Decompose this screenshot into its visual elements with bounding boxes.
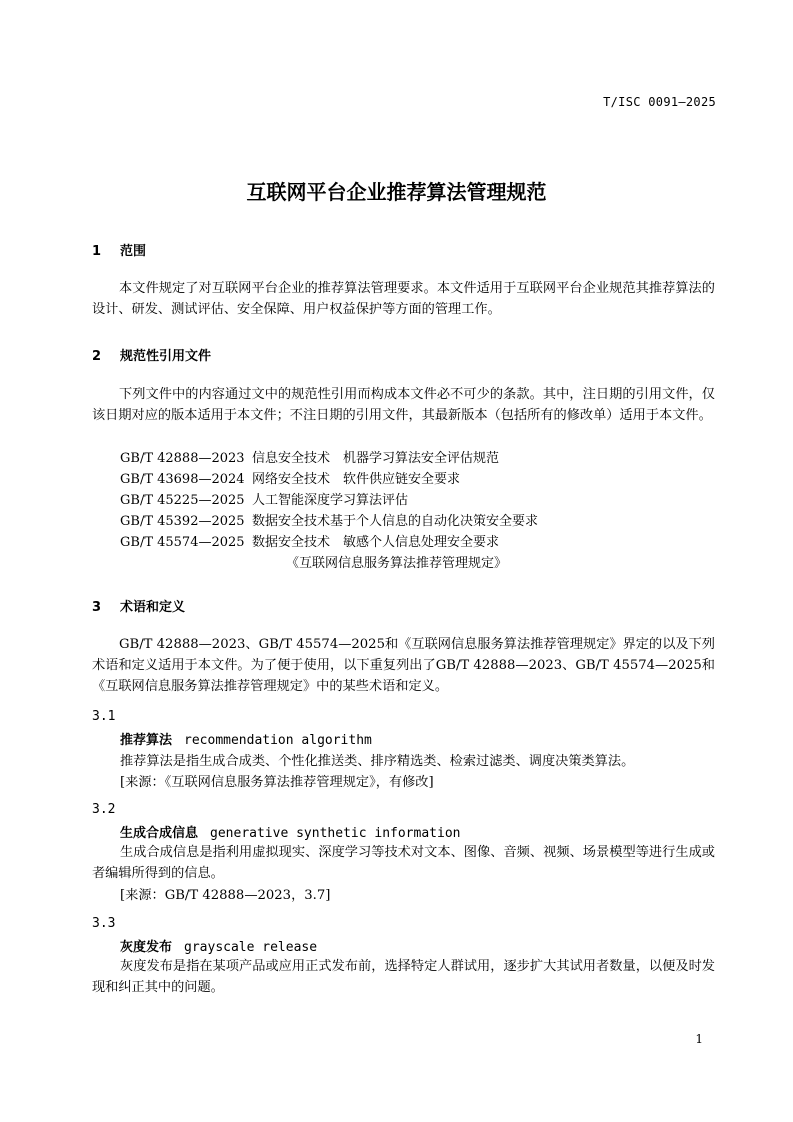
reference-code: GB/T 43698—2024 <box>120 472 245 487</box>
section-title: 范围 <box>120 244 147 259</box>
section-3-text: GB/T 42888—2023、GB/T 45574—2025和《互联网信息服务算法推荐管理规定》界定的以及下列术语和定义适用于本文件。为了便于使用，以下重复列出了GB/T 42888—2023、GB/T 45574—2025和《互联网信息服务算法推荐管理规定》中的某些术语和定义。 <box>92 637 715 694</box>
section-number: 1 <box>92 244 102 259</box>
term-heading <box>120 822 460 841</box>
reference-item <box>120 531 499 550</box>
reference-title: 数据安全技术 敏感个人信息处理安全要求 <box>252 535 500 550</box>
reference-item <box>120 447 499 466</box>
section-number: 2 <box>92 349 102 364</box>
term-chinese: 灰度发布 <box>120 940 173 955</box>
term-heading <box>120 729 372 748</box>
clause-number: 3.3 <box>92 916 116 931</box>
reference-title: 信息安全技术 机器学习算法安全评估规范 <box>252 451 500 466</box>
section-2-text: 下列文件中的内容通过文中的规范性引用而构成本文件必不可少的条款。其中，注日期的引用文件，仅该日期对应的版本适用于本文件；不注日期的引用文件，其最新版本（包括所有的修改单）适用于本文件。 <box>92 387 715 423</box>
page-number: 1 <box>695 1032 703 1046</box>
reference-code: GB/T 42888—2023 <box>120 451 245 466</box>
document-title: 互联网平台企业推荐算法管理规范 <box>246 180 547 204</box>
clause-number: 3.2 <box>92 802 116 817</box>
section-3-heading <box>92 596 185 615</box>
standard-number: T/ISC 0091—2025 <box>603 95 716 109</box>
term-source: [来源：《互联网信息服务算法推荐管理规定》，有修改] <box>120 775 434 790</box>
section-number: 3 <box>92 600 102 615</box>
reference-title: 人工智能深度学习算法评估 <box>252 493 409 508</box>
reference-regulation: 《互联网信息服务算法推荐管理规定》 <box>285 556 507 571</box>
term-english: grayscale release <box>184 940 318 955</box>
reference-code: GB/T 45574—2025 <box>120 535 245 550</box>
term-definition: 推荐算法是指生成合成类、个性化推送类、排序精选类、检索过滤类、调度决策类算法。 <box>120 754 635 769</box>
section-2-heading <box>92 345 211 364</box>
reference-title: 网络安全技术 软件供应链安全要求 <box>252 472 461 487</box>
term-chinese: 生成合成信息 <box>120 826 199 841</box>
section-1-heading <box>92 240 146 259</box>
term-definition: 灰度发布是指在某项产品或应用正式发布前，选择特定人群试用，逐步扩大其试用者数量，以便及时发现和纠正其中的问题。 <box>92 959 715 995</box>
term-definition: 生成合成信息是指利用虚拟现实、深度学习等技术对文本、图像、音频、视频、场景模型等进行生成或者编辑所得到的信息。 <box>92 845 715 881</box>
reference-title: 数据安全技术基于个人信息的自动化决策安全要求 <box>252 514 539 529</box>
term-english: generative synthetic information <box>210 826 461 841</box>
reference-code: GB/T 45392—2025 <box>120 514 245 529</box>
term-source: [来源：GB/T 42888—2023，3.7] <box>120 888 331 903</box>
reference-item <box>120 468 460 487</box>
clause-number: 3.1 <box>92 709 116 724</box>
term-heading <box>120 936 317 955</box>
section-title: 规范性引用文件 <box>120 349 212 364</box>
reference-item <box>120 510 538 529</box>
reference-code: GB/T 45225—2025 <box>120 493 245 508</box>
section-1-text: 本文件规定了对互联网平台企业的推荐算法管理要求。本文件适用于互联网平台企业规范其推荐算法的设计、研发、测试评估、安全保障、用户权益保护等方面的管理工作。 <box>92 281 715 317</box>
reference-item <box>120 489 408 508</box>
term-chinese: 推荐算法 <box>120 733 173 748</box>
term-english: recommendation algorithm <box>184 733 372 748</box>
section-title: 术语和定义 <box>120 600 186 615</box>
